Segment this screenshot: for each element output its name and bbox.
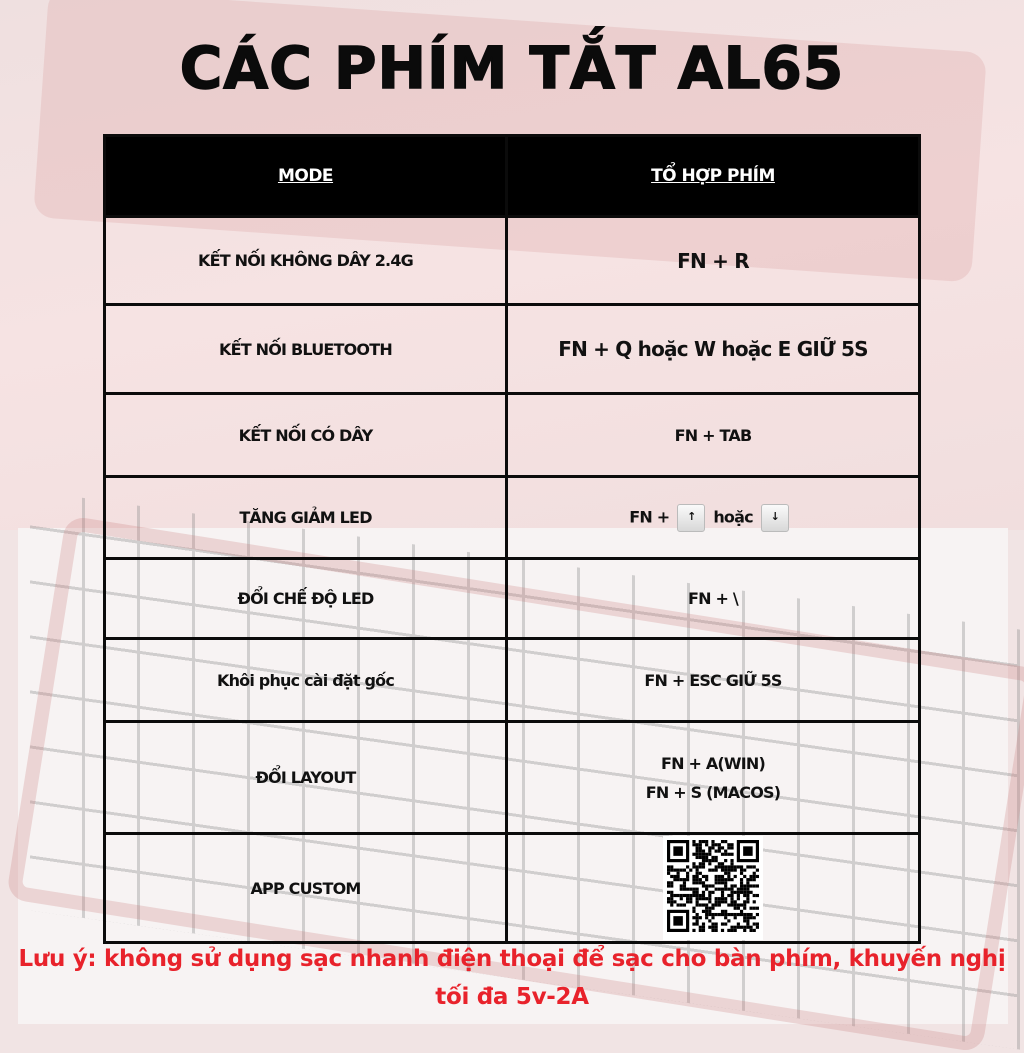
header-mode: MODE <box>105 136 507 217</box>
warning-note: Lưu ý: không sử dụng sạc nhanh điện thoại để sạc cho bàn phím, khuyến nghị tối đa 5v-2A <box>18 946 1006 1010</box>
keys-prefix: FN + <box>629 507 670 526</box>
mode-cell: KẾT NỐI CÓ DÂY <box>105 394 507 477</box>
keys-cell: FN + ESC GIỮ 5S <box>507 639 920 722</box>
table-row <box>105 639 920 722</box>
keys-cell <box>507 834 920 943</box>
mode-cell: Khôi phục cài đặt gốc <box>105 639 507 722</box>
table-row <box>105 477 920 559</box>
keys-cell: FN + R <box>507 217 920 305</box>
table-row <box>105 722 920 834</box>
mode-cell: APP CUSTOM <box>105 834 507 943</box>
keys-or: hoặc <box>713 507 753 526</box>
keys-line-win: FN + A(WIN) <box>660 753 766 773</box>
keys-line-mac: FN + S (MACOS) <box>645 782 781 802</box>
table-row <box>105 305 920 394</box>
table-header-row <box>105 136 920 217</box>
mode-cell: KẾT NỐI BLUETOOTH <box>105 305 507 394</box>
mode-cell: KẾT NỐI KHÔNG DÂY 2.4G <box>105 217 507 305</box>
arrow-down-key-icon: ↓ <box>761 504 789 532</box>
table-row <box>105 217 920 305</box>
keys-cell: FN + TAB <box>507 394 920 477</box>
table-row <box>105 834 920 943</box>
mode-cell: ĐỔI CHẾ ĐỘ LED <box>105 559 507 639</box>
keys-cell <box>507 722 920 834</box>
table-row <box>105 559 920 639</box>
keys-cell: FN + \ <box>507 559 920 639</box>
shortcut-table <box>103 134 921 944</box>
page-title: CÁC PHÍM TẮT AL65 <box>179 34 845 102</box>
mode-cell: TĂNG GIẢM LED <box>105 477 507 559</box>
arrow-up-key-icon: ↑ <box>677 504 705 532</box>
keys-cell <box>507 477 920 559</box>
header-keys: TỔ HỢP PHÍM <box>507 136 920 217</box>
keys-cell: FN + Q hoặc W hoặc E GIỮ 5S <box>507 305 920 394</box>
qr-code-icon[interactable] <box>663 836 763 940</box>
table-row <box>105 394 920 477</box>
mode-cell: ĐỔI LAYOUT <box>105 722 507 834</box>
